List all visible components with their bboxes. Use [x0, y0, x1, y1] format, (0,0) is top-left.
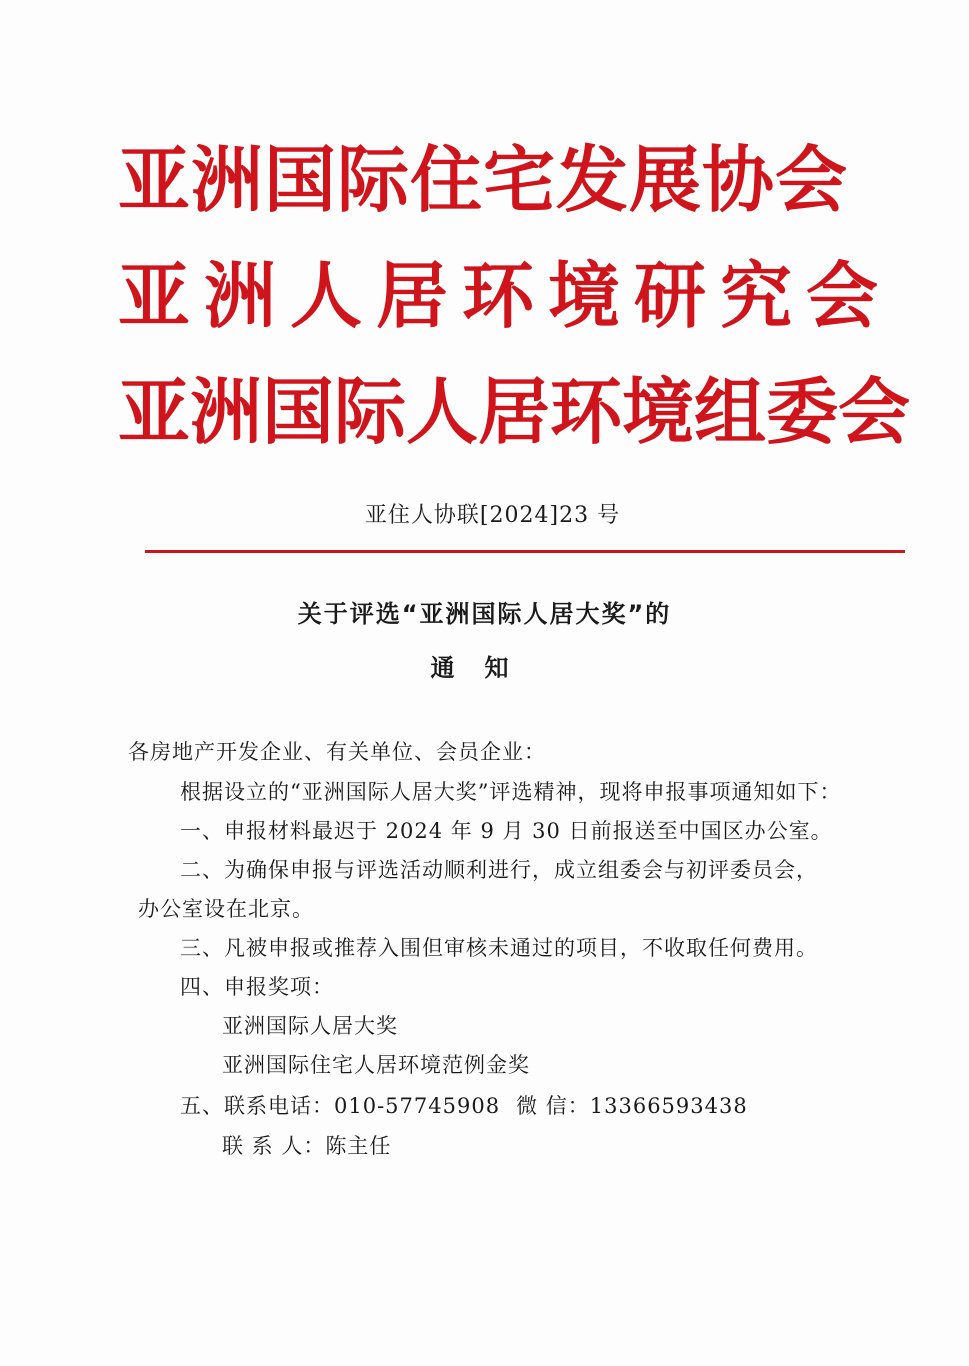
org-title-line-2: 亚洲人居环境研究会	[118, 254, 893, 338]
document-number: 亚住人协联[2024]23 号	[364, 503, 621, 528]
subject-title: 关于评选“亚洲国际人居大奖”的	[297, 600, 672, 628]
red-divider	[145, 550, 905, 553]
item-3-fees: 三、凡被申报或推荐入围但审核未通过的项目，不收取任何费用。	[180, 936, 818, 960]
award-item: 亚洲国际人居大奖	[222, 1014, 398, 1038]
contact-wechat: 微 信：13366593438	[516, 1094, 748, 1118]
contact-phone: 五、联系电话：010-57745908	[180, 1094, 501, 1118]
item-4-awards-heading: 四、申报奖项：	[180, 975, 334, 999]
item-1-deadline: 一、申报材料最迟于 2024 年 9 月 30 日前报送至中国区办公室。	[180, 819, 833, 843]
item-2-committee: 二、为确保申报与评选活动顺利进行，成立组委会与初评委员会，	[180, 858, 818, 882]
subject-notice-label: 通知	[430, 654, 539, 682]
intro-paragraph: 根据设立的“亚洲国际人居大奖”评选精神，现将申报事项通知如下：	[180, 780, 842, 804]
salutation: 各房地产开发企业、有关单位、会员企业：	[128, 740, 546, 764]
org-title-line-3: 亚洲国际人居环境组委会	[118, 370, 911, 454]
org-title-line-1: 亚洲国际住宅发展协会	[118, 138, 849, 222]
item-5-contact	[180, 1090, 748, 1120]
item-2-office: 办公室设在北京。	[138, 897, 314, 921]
award-item: 亚洲国际住宅人居环境范例金奖	[222, 1053, 530, 1077]
contact-person: 联 系 人：陈主任	[222, 1134, 392, 1158]
